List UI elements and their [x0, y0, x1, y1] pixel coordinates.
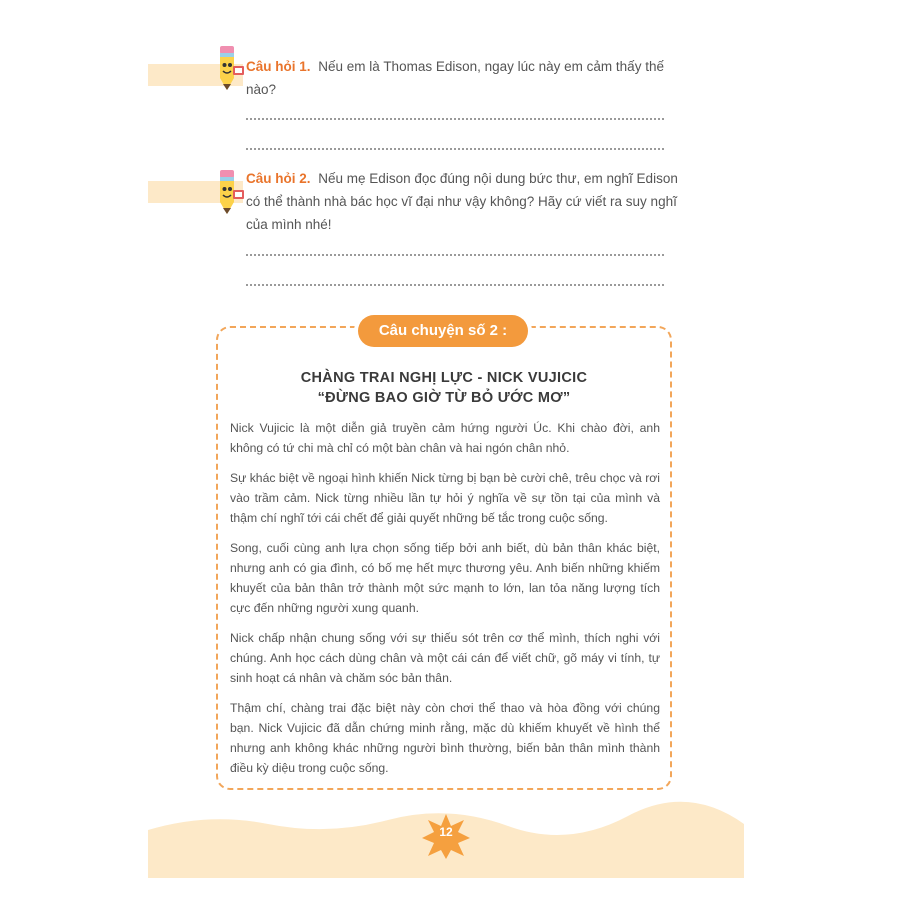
- pencil-mascot-icon: [212, 168, 246, 216]
- answer-line[interactable]: [246, 118, 664, 120]
- answer-line[interactable]: [246, 148, 664, 150]
- question-2-text: Nếu mẹ Edison đọc đúng nội dung bức thư, em nghĩ Edison có thể thành nhà bác học vĩ đại như vậy không? Hãy cứ viết ra suy nghĩ của mình nhé!: [246, 171, 678, 232]
- story-title-line-2: “ĐỪNG BAO GIỜ TỪ BỎ ƯỚC MƠ”: [317, 390, 571, 406]
- story-paragraph: Sự khác biệt về ngoại hình khiến Nick từng bị bạn bè cười chê, trêu chọc và rơi vào trầm cảm. Nick từng nhiều lần tự hỏi ý nghĩa về sự tồn tại của mình và thậm chí nghĩ tới cái chết để giải quyết những bế tắc trong cuộc sống.: [230, 471, 660, 525]
- pencil-mascot-icon: [212, 44, 246, 92]
- story-title-line-1: CHÀNG TRAI NGHỊ LỰC - NICK VUJICIC: [300, 370, 588, 386]
- workbook-page: [148, 0, 744, 878]
- question-1-label: Câu hỏi 1.: [246, 59, 311, 74]
- answer-line[interactable]: [246, 254, 664, 256]
- story-body: [230, 418, 660, 788]
- story-paragraph: Song, cuối cùng anh lựa chọn sống tiếp bởi anh biết, dù bản thân khác biệt, nhưng anh có gia đình, có bố mẹ hết mực thương yêu. Anh biến những khiếm khuyết của bản thân trở thành một sức mạnh to lớn, lan tỏa năng lượng tích cực đến những người xung quanh.: [230, 541, 660, 615]
- question-1-text: Nếu em là Thomas Edison, ngay lúc này em cảm thấy thế nào?: [246, 59, 664, 97]
- story-paragraph: Thậm chí, chàng trai đặc biệt này còn chơi thể thao và hòa đồng với chúng bạn. Nick Vujicic đã dẫn chứng minh rằng, mặc dù khiếm khuyết về hình thể nhưng anh không khác những người bình thường, biến bản thân mình thành điều kỳ diệu trong cuộc sống.: [230, 701, 660, 775]
- answer-line[interactable]: [246, 284, 664, 286]
- question-1: [246, 55, 686, 101]
- story-paragraph: Nick Vujicic là một diễn giả truyền cảm hứng người Úc. Khi chào đời, anh không có tứ chi mà chỉ có một bàn chân và hai ngón chân nhỏ.: [230, 421, 660, 455]
- story-badge: Câu chuyện số 2 :: [358, 315, 528, 347]
- story-paragraph: Nick chấp nhận chung sống với sự thiếu sót trên cơ thể mình, thích nghi với chúng. Anh học cách dùng chân và một cái cán để viết chữ, gõ máy vi tính, tự sinh hoạt cá nhân và chăm sóc bản thân.: [230, 631, 660, 685]
- page-number: 12: [439, 825, 453, 839]
- question-2-label: Câu hỏi 2.: [246, 171, 311, 186]
- question-2: [246, 167, 686, 236]
